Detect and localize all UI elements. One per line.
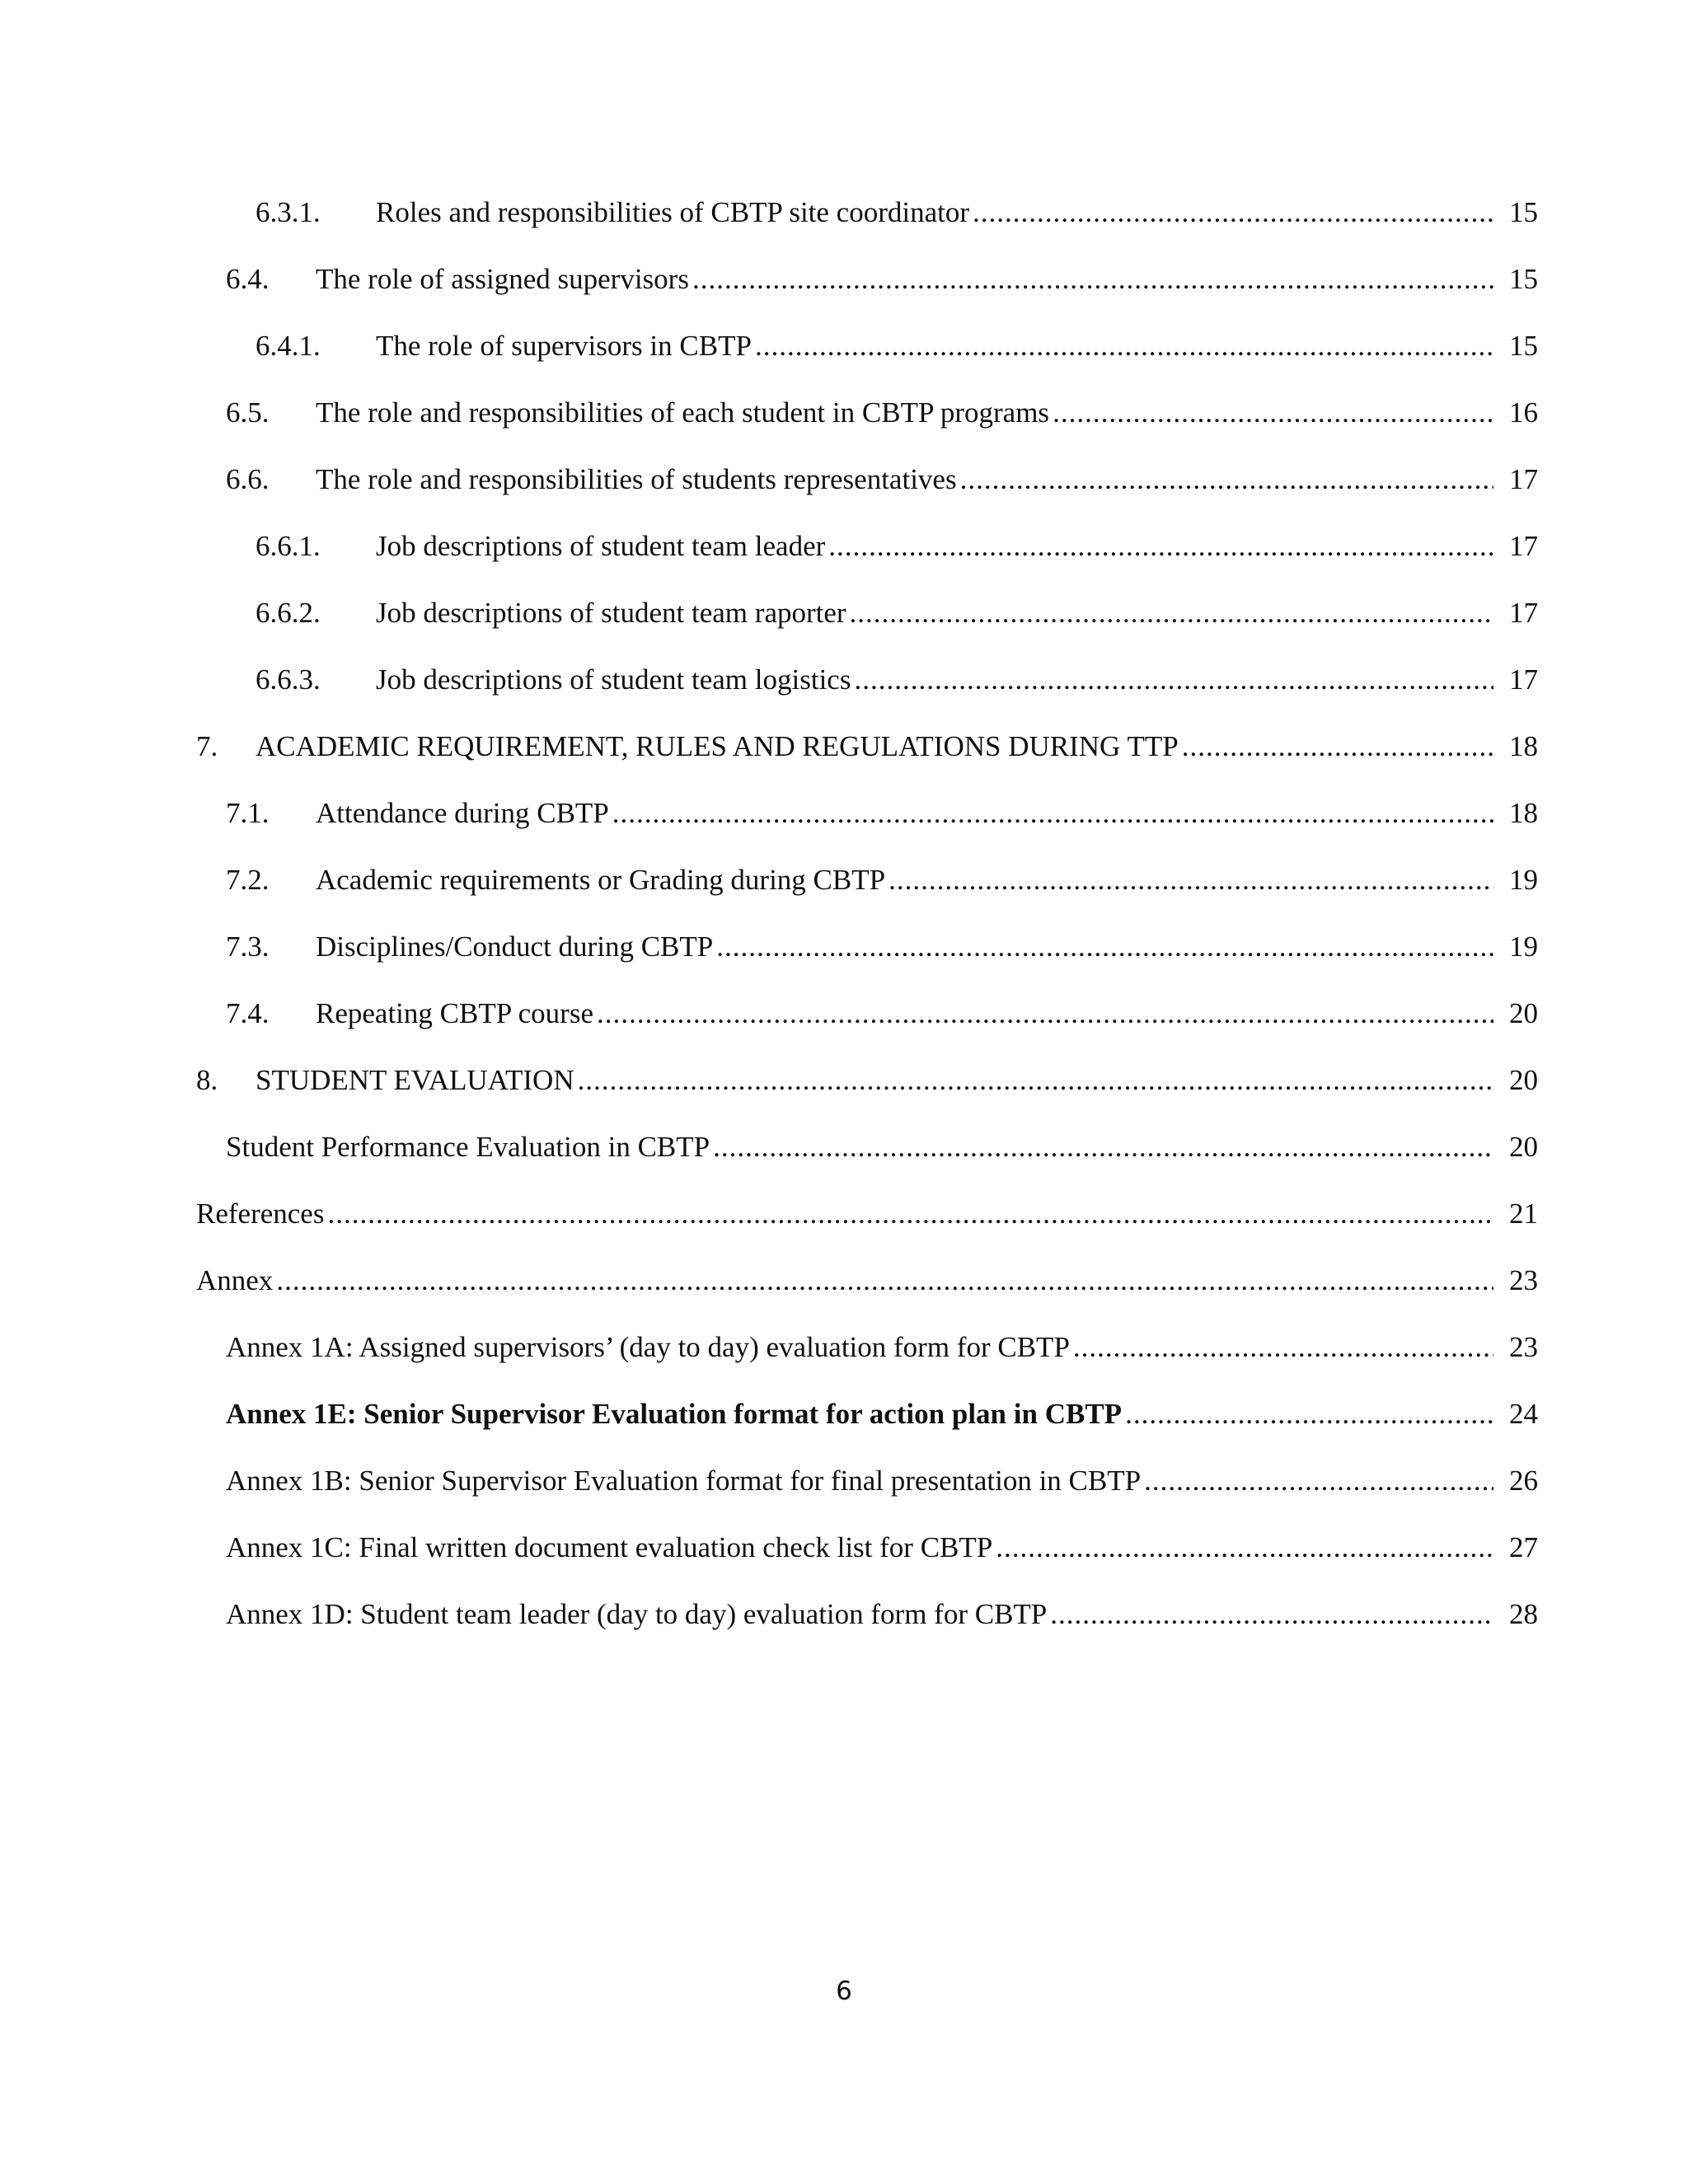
- page-number: 6: [836, 1976, 852, 2006]
- toc-entry-title: The role and responsibilities of each student in CBTP programs: [316, 396, 1050, 429]
- toc-entry-title: Job descriptions of student team leader: [376, 530, 826, 562]
- toc-entry-number: 8.: [196, 1064, 218, 1096]
- toc-entry-title: Annex 1E: Senior Supervisor Evaluation format for action plan in CBTP: [226, 1398, 1123, 1430]
- toc-entry-number: 7.2.: [226, 864, 270, 896]
- toc-leader-dots: [755, 320, 1493, 373]
- toc-leader-dots: [889, 854, 1493, 907]
- toc-entry-number: 7.: [196, 730, 218, 762]
- toc-entry-page: 19: [1509, 930, 1538, 963]
- toc-entry-page: 23: [1509, 1331, 1538, 1363]
- toc-leader-dots: [716, 921, 1493, 973]
- toc-entry-title: References: [196, 1197, 325, 1230]
- toc-entry-number: 6.4.1.: [256, 330, 321, 362]
- toc-entry[interactable]: [0, 987, 1688, 1054]
- toc-entry-number: 6.6.: [226, 463, 270, 495]
- toc-entry-title: Annex 1A: Assigned supervisors’ (day to day) evaluation form for CBTP: [226, 1331, 1070, 1363]
- toc-entry[interactable]: [0, 1188, 1688, 1254]
- toc-entry-title: Annex 1C: Final written document evaluation check list for CBTP: [226, 1531, 993, 1563]
- toc-leader-dots: [996, 1521, 1493, 1574]
- toc-leader-dots: [1125, 1388, 1493, 1441]
- toc-entry-title: The role of supervisors in CBTP: [376, 330, 752, 362]
- toc-entry-number: 6.6.3.: [256, 663, 321, 696]
- toc-leader-dots: [1050, 1588, 1493, 1641]
- toc-entry[interactable]: [0, 1588, 1688, 1655]
- toc-entry[interactable]: [0, 186, 1688, 253]
- toc-entry-page: 20: [1509, 1131, 1538, 1163]
- toc-entry-number: 7.3.: [226, 930, 270, 963]
- toc-entry-number: 6.3.1.: [256, 196, 321, 228]
- toc-entry-title: Academic requirements or Grading during CBTP: [316, 864, 886, 896]
- toc-entry-page: 20: [1509, 1064, 1538, 1096]
- toc-entry-page: 18: [1509, 730, 1538, 762]
- toc-entry-page: 28: [1509, 1598, 1538, 1630]
- toc-entry-page: 16: [1509, 396, 1538, 429]
- toc-entry[interactable]: [0, 787, 1688, 854]
- toc-entry-page: 21: [1509, 1197, 1538, 1230]
- toc-entry-number: 7.4.: [226, 997, 270, 1029]
- toc-entry-page: 24: [1509, 1398, 1538, 1430]
- toc-entry[interactable]: [0, 1321, 1688, 1388]
- toc-entry-page: 19: [1509, 864, 1538, 896]
- toc-entry-number: 6.5.: [226, 396, 270, 429]
- toc-entry-title: Annex 1D: Student team leader (day to day) evaluation form for CBTP: [226, 1598, 1048, 1630]
- toc-leader-dots: [1182, 720, 1493, 773]
- toc-entry-title: Job descriptions of student team raporter: [376, 597, 846, 629]
- toc-entry[interactable]: [0, 1254, 1688, 1321]
- toc-leader-dots: [692, 253, 1493, 306]
- toc-entry-page: 23: [1509, 1264, 1538, 1296]
- toc-entry[interactable]: [0, 320, 1688, 387]
- toc-entry[interactable]: [0, 720, 1688, 787]
- toc-leader-dots: [1053, 387, 1493, 439]
- toc-entry-number: 6.6.1.: [256, 530, 321, 562]
- toc-entry-title: Annex 1B: Senior Supervisor Evaluation format for final presentation in CBTP: [226, 1465, 1142, 1497]
- toc-entry-page: 26: [1509, 1465, 1538, 1497]
- toc-entry[interactable]: [0, 453, 1688, 520]
- toc-entry[interactable]: [0, 387, 1688, 453]
- toc-entry-title: ACADEMIC REQUIREMENT, RULES AND REGULATIONS DURING TTP: [256, 730, 1179, 762]
- toc-entry-page: 15: [1509, 330, 1538, 362]
- toc-leader-dots: [1144, 1455, 1493, 1507]
- toc-leader-dots: [276, 1254, 1493, 1307]
- toc-entry-page: 15: [1509, 196, 1538, 228]
- toc-entry[interactable]: [0, 1455, 1688, 1521]
- toc-leader-dots: [578, 1054, 1493, 1107]
- toc-entry-page: 27: [1509, 1531, 1538, 1563]
- toc-entry-number: 7.1.: [226, 797, 270, 829]
- toc-leader-dots: [960, 453, 1493, 506]
- toc-entry[interactable]: [0, 587, 1688, 654]
- toc-entry-title: Disciplines/Conduct during CBTP: [316, 930, 714, 963]
- toc-leader-dots: [713, 1121, 1493, 1174]
- toc-entry-page: 18: [1509, 797, 1538, 829]
- toc-entry-title: STUDENT EVALUATION: [256, 1064, 574, 1096]
- toc-entry-title: Student Performance Evaluation in CBTP: [226, 1131, 710, 1163]
- toc-entry[interactable]: [0, 854, 1688, 921]
- toc-leader-dots: [1073, 1321, 1493, 1374]
- toc-entry[interactable]: [0, 520, 1688, 587]
- toc-entry-page: 17: [1509, 663, 1538, 696]
- toc-leader-dots: [612, 787, 1493, 840]
- toc-entry[interactable]: [0, 1388, 1688, 1455]
- toc-entry-number: 6.6.2.: [256, 597, 321, 629]
- toc-entry-number: 6.4.: [226, 263, 270, 295]
- toc-entry-title: Job descriptions of student team logistics: [376, 663, 851, 696]
- toc-leader-dots: [327, 1188, 1493, 1240]
- toc-entry-page: 20: [1509, 997, 1538, 1029]
- toc-entry-title: Repeating CBTP course: [316, 997, 593, 1029]
- toc-entry[interactable]: [0, 1521, 1688, 1588]
- toc-entry-title: Attendance during CBTP: [316, 797, 609, 829]
- toc-entry[interactable]: [0, 654, 1688, 720]
- toc-leader-dots: [850, 587, 1493, 640]
- toc-entry-page: 15: [1509, 263, 1538, 295]
- toc-entry[interactable]: [0, 921, 1688, 987]
- toc-leader-dots: [828, 520, 1493, 573]
- toc-leader-dots: [597, 987, 1493, 1040]
- toc-leader-dots: [854, 654, 1493, 706]
- toc-entry-title: Annex: [196, 1264, 274, 1296]
- toc-entry-page: 17: [1509, 463, 1538, 495]
- toc-entry-title: The role of assigned supervisors: [316, 263, 689, 295]
- table-of-contents: [0, 186, 1688, 1655]
- toc-entry-page: 17: [1509, 597, 1538, 629]
- toc-entry-page: 17: [1509, 530, 1538, 562]
- toc-entry[interactable]: [0, 1121, 1688, 1188]
- toc-entry-title: The role and responsibilities of students representatives: [316, 463, 957, 495]
- toc-entry-title: Roles and responsibilities of CBTP site coordinator: [376, 196, 970, 228]
- toc-entry[interactable]: [0, 253, 1688, 320]
- toc-entry[interactable]: [0, 1054, 1688, 1121]
- toc-leader-dots: [973, 186, 1493, 239]
